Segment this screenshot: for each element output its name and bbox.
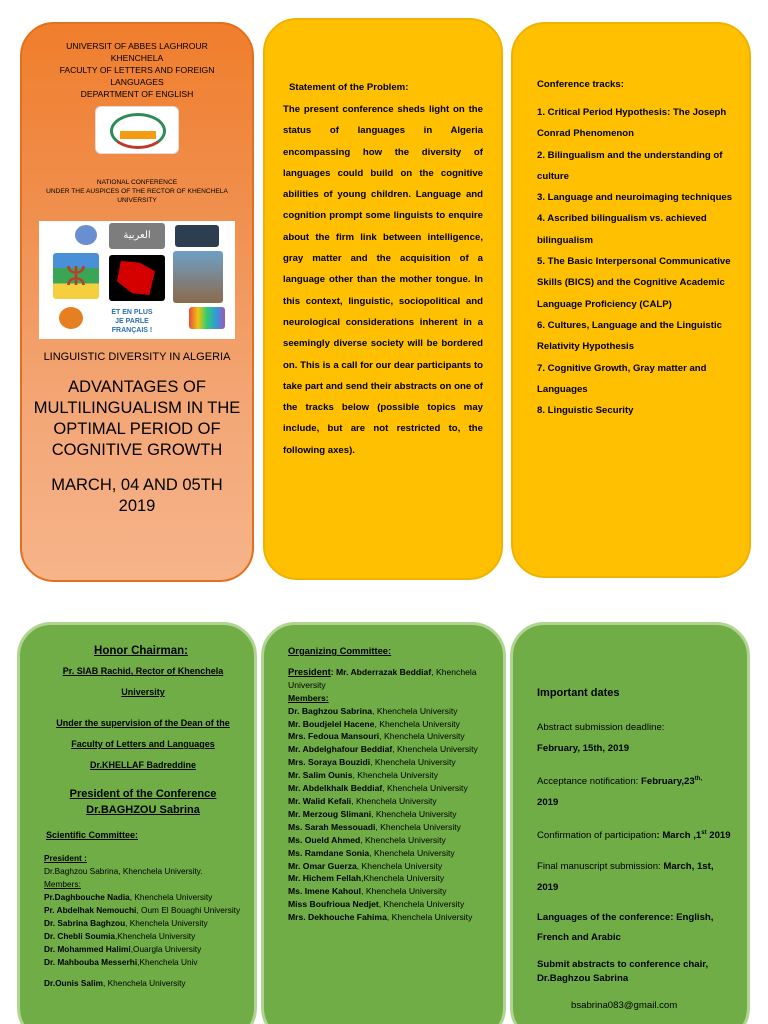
scientific-member: Dr. Mohammed Halimi,Ouargla University — [44, 944, 202, 954]
track-item: 4. Ascribed bilingualism vs. achieved bilingualism — [537, 213, 707, 246]
important-dates-heading: Important dates — [537, 687, 620, 699]
supervision-text: Under the supervision of the Dean of the Faculty of Letters and Languages — [56, 718, 230, 749]
important-dates-panel — [510, 622, 750, 1024]
organizing-heading: Organizing Committee: — [288, 645, 392, 656]
organizing-members-label: Members: — [288, 692, 329, 703]
organizing-member: Mr. Omar Guerza, Khenchela University — [288, 860, 443, 871]
confirmation-date: Confirmation of participation: March ,1st 2019 — [537, 830, 731, 842]
university-line: UNIVERSIT OF ABBES LAGHROUR — [66, 41, 208, 51]
organizing-member: Miss Boufrioua Nedjet, Khenchela University — [288, 899, 465, 910]
organizing-president: President: Mr. Abderrazak Beddiaf, Khenchela University — [288, 665, 477, 690]
scientific-member: Dr.Ounis Salim, Khenchela University — [44, 978, 186, 988]
organizing-member: Mr. Abdelkhalk Beddiaf, Khenchela University — [288, 783, 468, 794]
scientific-president: Dr.Baghzou Sabrina, Khenchela University. — [44, 866, 203, 876]
track-item: 7. Cognitive Growth, Gray matter and Languages — [537, 362, 707, 395]
organizing-member: Ms. Oueld Ahmed, Khenchela University — [288, 834, 446, 845]
scientific-member: Dr. Chebli Soumia,Khenchela University — [44, 931, 196, 941]
organizing-member: Mr. Abdelghafour Beddiaf, Khenchela University — [288, 744, 478, 755]
conference-president-heading: President of the Conference — [69, 788, 217, 800]
scientific-member: Dr. Sabrina Baghzou, Khenchela University — [44, 918, 208, 928]
colorful-letters-image — [189, 307, 225, 329]
track-item: 5. The Basic Interpersonal Communicative Skills (BICS) and the Cognitive Academic Language Proficiency (CALP) — [537, 256, 731, 310]
tracks-panel — [511, 22, 751, 578]
globe-image — [175, 225, 219, 247]
national-conference-heading — [22, 178, 252, 205]
university-line: LANGUAGES — [110, 77, 164, 87]
scientific-president-label: President : — [44, 853, 87, 863]
organizing-member: Mr. Merzoug Slimani, Khenchela University — [288, 808, 457, 819]
brain-icon — [75, 225, 97, 245]
children-icon — [59, 307, 83, 329]
organizing-member: Mrs. Dekhouche Fahima, Khenchela University — [288, 912, 473, 923]
organizing-member: Mr. Walid Kefali, Khenchela University — [288, 795, 437, 806]
cover-panel — [20, 22, 254, 582]
acceptance-notification: Acceptance notification: $February,23^{th,}$ 2019 — [537, 776, 703, 809]
french-slogan-image: ET EN PLUS JE PARLE FRANÇAIS ! — [101, 305, 163, 333]
conference-title: ADVANTAGES OF MULTILINGUALISM IN THE OPTIMAL PERIOD OF COGNITIVE GROWTH — [33, 378, 241, 459]
track-item: 3. Language and neuroimaging techniques — [537, 192, 733, 204]
university-line: KHENCHELA — [110, 53, 164, 63]
national-line: UNDER THE AUSPICES OF THE RECTOR OF KHENCHELA — [46, 188, 228, 195]
honor-chairman-name: Pr. SIAB Rachid, Rector of Khenchela University — [62, 666, 224, 697]
statement-panel — [263, 18, 503, 580]
university-line: FACULTY OF LETTERS AND FOREIGN — [59, 65, 215, 75]
national-line: UNIVERSITY — [117, 197, 157, 204]
honor-chairman-heading: Honor Chairman: — [94, 645, 188, 657]
organizing-member: Ms. Sarah Messouadi, Khenchela University — [288, 821, 461, 832]
conference-languages: Languages of the conference: English, French and Arabic — [537, 912, 714, 944]
organizing-member: Mr. Salim Ounis, Khenchela University — [288, 770, 438, 781]
scientific-member: Pr. Abdelhak Nemouchi, Oum El Bouaghi University — [44, 905, 241, 915]
track-item: 8. Linguistic Security — [537, 405, 634, 417]
conference-president-name: Dr.BAGHZOU Sabrina — [86, 804, 200, 816]
scientific-member: Pr.Daghbouche Nadia, Khenchela University — [44, 892, 213, 902]
organizing-member: Ms. Ramdane Sonia, Khenchela University — [288, 847, 455, 858]
tracks-list — [513, 90, 749, 421]
conference-dates: MARCH, 04 AND 05TH 2019 — [51, 476, 223, 515]
university-header — [22, 24, 252, 100]
track-item: 2. Bilingualism and the understanding of culture — [537, 149, 723, 182]
organizing-panel — [261, 622, 506, 1024]
contact-email[interactable]: bsabrina083@gmail.com — [571, 1000, 678, 1012]
organizing-member: Mr. Boudjelel Hacene, Khenchela University — [288, 718, 460, 729]
conference-subtitle: LINGUISTIC DIVERSITY IN ALGERIA — [43, 351, 231, 363]
submit-instructions: Submit abstracts to conference chair, Dr.Baghzou Sabrina — [537, 959, 709, 985]
scientific-committee-heading: Scientific Committee: — [46, 830, 139, 840]
organizing-member: Mrs. Fedoua Mansouri, Khenchela University — [288, 731, 465, 742]
dean-name: Dr.KHELLAF Badreddine — [89, 760, 196, 770]
statement-heading: Statement of the Problem: — [289, 82, 409, 93]
statement-body: The present conference sheds light on the status of languages in Algeria encompassing how the diversity of languages could build on the cognitive abilities of young children. Language and cognition prompt some linguists to enquire about the firm link between intelligence, gray matter and the acquisition of a language other than the mother tongue. In this context, linguistic, sociopolitical and neurological considerations inherent in a seemingly diverse society will be bordered on. This is a call for our dear participants to take part and send their abstracts on one of the tracks below (possible topics may include, but are not restricted to, the following axes). — [283, 104, 483, 456]
organizing-member: Mrs. Soraya Bouzidi, Khenchela University — [288, 757, 456, 768]
scientific-members-label: Members: — [44, 879, 81, 889]
horse-rider-image — [173, 251, 223, 303]
amazigh-flag-icon: ⵣ — [53, 253, 99, 299]
tracks-heading: Conference tracks: — [537, 79, 624, 90]
arabic-text-image: العربية — [109, 223, 165, 249]
track-item: 1. Critical Period Hypothesis: The Joseph Conrad Phenomenon — [537, 107, 727, 140]
final-submission: Final manuscript submission: March, 1st, 2019 — [537, 861, 714, 894]
university-logo — [95, 106, 179, 154]
honor-panel — [17, 622, 257, 1024]
algeria-map-image — [109, 255, 165, 301]
image-collage — [39, 221, 235, 339]
university-line: DEPARTMENT OF ENGLISH — [80, 89, 194, 99]
track-item: 6. Cultures, Language and the Linguistic Relativity Hypothesis — [537, 319, 722, 353]
organizing-member: Mr. Hichem Fellah,Khenchela University — [288, 873, 445, 884]
organizing-member: Dr. Baghzou Sabrina, Khenchela University — [288, 705, 458, 716]
scientific-member: Dr. Mahbouba Messerhi,Khenchela Univ — [44, 957, 198, 967]
abstract-deadline: Abstract submission deadline: February, 15th, 2019 — [537, 722, 665, 754]
organizing-member: Ms. Imene Kahoul, Khenchela University — [288, 886, 447, 897]
national-line: NATIONAL CONFERENCE — [96, 179, 178, 186]
